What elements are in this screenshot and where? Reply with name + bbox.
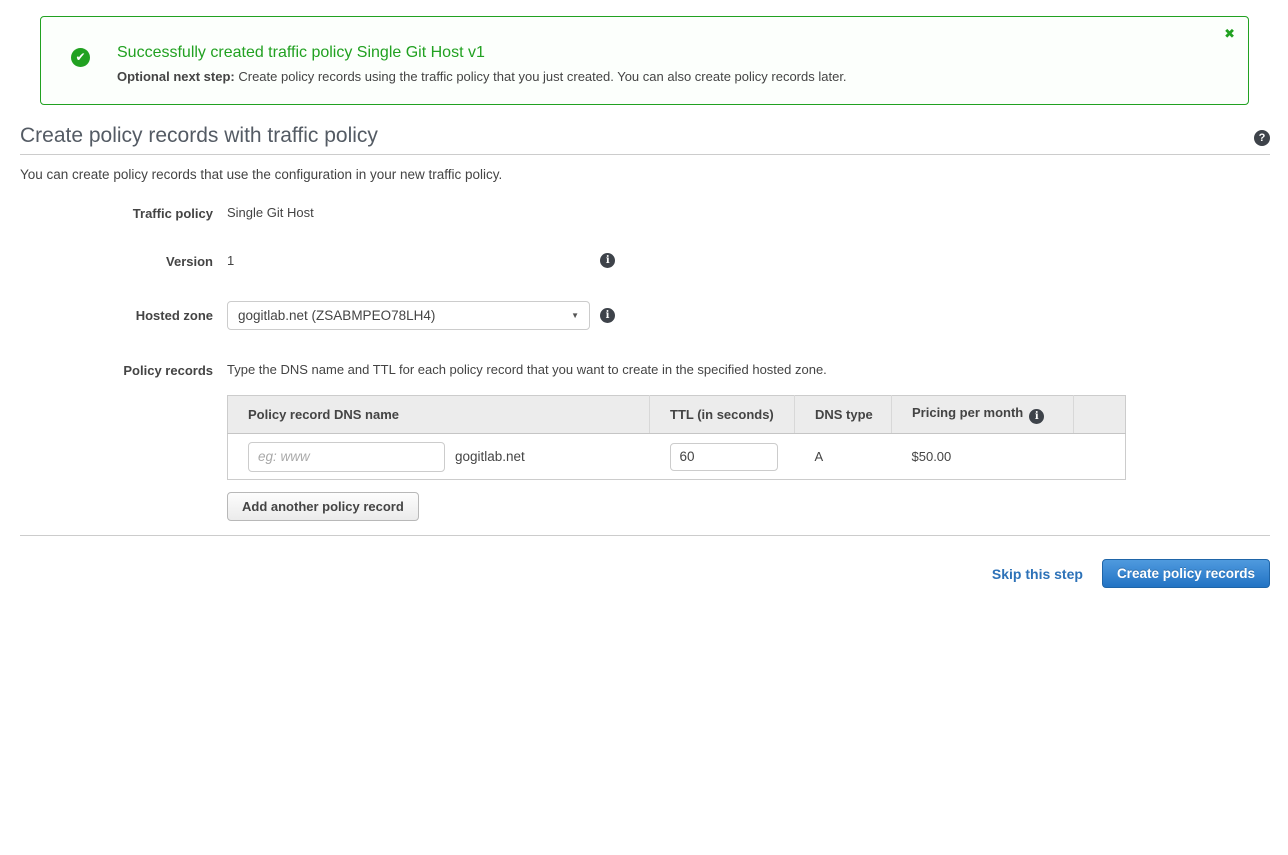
header-pricing xyxy=(892,396,1074,434)
version-value: 1 xyxy=(227,253,235,268)
banner-subtext xyxy=(117,69,847,85)
pricing-info-icon[interactable]: i xyxy=(1029,409,1044,424)
header-pricing-label: Pricing per month xyxy=(912,405,1024,420)
dns-type-value: A xyxy=(814,449,824,464)
hosted-zone-row xyxy=(20,301,1270,330)
page-header xyxy=(20,123,1270,155)
create-policy-records-button[interactable]: Create policy records xyxy=(1102,559,1270,588)
table-header-row xyxy=(228,396,1126,434)
policy-records-row xyxy=(20,362,1270,378)
header-dns-name: Policy record DNS name xyxy=(228,396,650,434)
policy-records-table xyxy=(227,395,1126,480)
version-label: Version xyxy=(166,254,213,269)
table-row xyxy=(228,434,1126,480)
traffic-policy-row xyxy=(20,205,1270,221)
header-ttl: TTL (in seconds) xyxy=(650,396,795,434)
page-description: You can create policy records that use the configuration in your new traffic policy. xyxy=(20,167,503,182)
banner-title: Successfully created traffic policy Single Git Host v1 xyxy=(117,44,485,61)
policy-records-help-text: Type the DNS name and TTL for each policy record that you want to create in the specified hosted zone. xyxy=(227,362,827,377)
ttl-input[interactable] xyxy=(670,443,778,471)
success-check-icon: ✔ xyxy=(71,48,90,67)
bottom-divider xyxy=(20,535,1270,536)
header-dns-type: DNS type xyxy=(795,396,892,434)
hosted-zone-info-icon[interactable]: i xyxy=(600,308,615,323)
hosted-zone-selected-value: gogitlab.net (ZSABMPEO78LH4) xyxy=(238,308,436,323)
pricing-value: $50.00 xyxy=(911,449,952,464)
banner-next-step-label: Optional next step: xyxy=(117,69,235,84)
hosted-zone-label: Hosted zone xyxy=(135,308,213,323)
policy-records-label: Policy records xyxy=(123,363,213,378)
skip-this-step-link[interactable]: Skip this step xyxy=(991,565,1083,582)
version-row xyxy=(20,253,1270,269)
banner-next-step-text: Create policy records using the traffic policy that you just created. You can also create policy records later. xyxy=(234,69,847,84)
success-banner xyxy=(40,16,1249,105)
close-icon[interactable]: ✖ xyxy=(1224,26,1235,41)
dns-name-input[interactable] xyxy=(248,442,445,472)
help-icon[interactable]: ? xyxy=(1254,130,1270,146)
dns-suffix: gogitlab.net xyxy=(455,449,525,464)
chevron-down-icon: ▼ xyxy=(571,311,579,320)
add-policy-record-button[interactable]: Add another policy record xyxy=(227,492,419,521)
page-title: Create policy records with traffic policy xyxy=(20,124,378,147)
traffic-policy-value: Single Git Host xyxy=(227,205,314,220)
version-info-icon[interactable]: i xyxy=(600,253,615,268)
hosted-zone-select[interactable] xyxy=(227,301,590,330)
traffic-policy-label: Traffic policy xyxy=(132,206,213,221)
header-empty xyxy=(1074,396,1126,434)
